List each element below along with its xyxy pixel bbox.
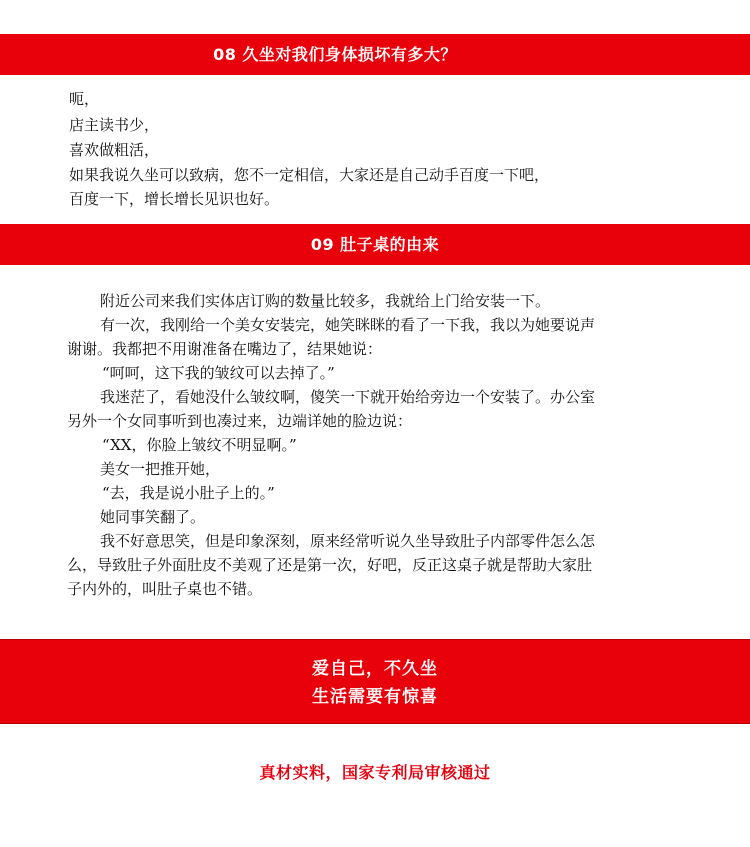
section-08-title: 08 久坐对我们身体损坏有多大？: [213, 45, 457, 64]
section-09-line: 谢谢。我都把不用谢准备在嘴边了，结果她说：: [67, 340, 383, 358]
section-09-line: 么，导致肚子外面肚皮不美观了还是第一次，好吧，反正这桌子就是帮助大家肚: [67, 556, 593, 574]
section-09-line: “呵呵，这下我的皱纹可以去掉了。”: [102, 364, 335, 382]
section-08-line: 百度一下，增长增长见识也好。: [69, 190, 280, 208]
section-09-line: “XX，你脸上皱纹不明显啊。”: [102, 436, 297, 454]
section-09-title: 09 肚子桌的由来: [310, 235, 440, 254]
slogan-line-2: 生活需要有惊喜: [312, 687, 438, 707]
section-09-line: “去，我是说小肚子上的。”: [102, 484, 275, 502]
section-09-line: 美女一把推开她，: [100, 460, 221, 478]
section-09-line: 她同事笑翻了。: [100, 508, 206, 526]
section-09-line: 另外一个女同事听到也凑过来，边端详她的脸边说：: [67, 412, 413, 430]
section-08-line: 喜欢做粗活，: [69, 141, 160, 159]
section-09-title-banner: [0, 224, 750, 265]
slogan-line-1: 爱自己，不久坐: [312, 659, 438, 679]
slogan-banner: [0, 639, 750, 724]
section-08-line: 呃，: [69, 90, 100, 108]
section-09-line: 附近公司来我们实体店订购的数量比较多，我就给上门给安装一下。: [100, 292, 551, 310]
section-08-line: 店主读书少，: [69, 116, 160, 134]
section-09-line: 我迷茫了，看她没什么皱纹啊，傻笑一下就开始给旁边一个安装了。办公室: [100, 388, 596, 406]
section-09-line: 有一次，我刚给一个美女安装完，她笑眯眯的看了一下我，我以为她要说声: [100, 316, 596, 334]
section-08-line: 如果我说久坐可以致病，您不一定相信，大家还是自己动手百度一下吧，: [69, 166, 550, 184]
section-09-line: 我不好意思笑，但是印象深刻，原来经常听说久坐导致肚子内部零件怎么怎: [100, 532, 596, 550]
footer-note: 真材实料，国家专利局审核通过: [259, 763, 491, 782]
section-09-line: 子内外的，叫肚子桌也不错。: [67, 580, 263, 598]
section-08-title-banner: [0, 34, 750, 75]
